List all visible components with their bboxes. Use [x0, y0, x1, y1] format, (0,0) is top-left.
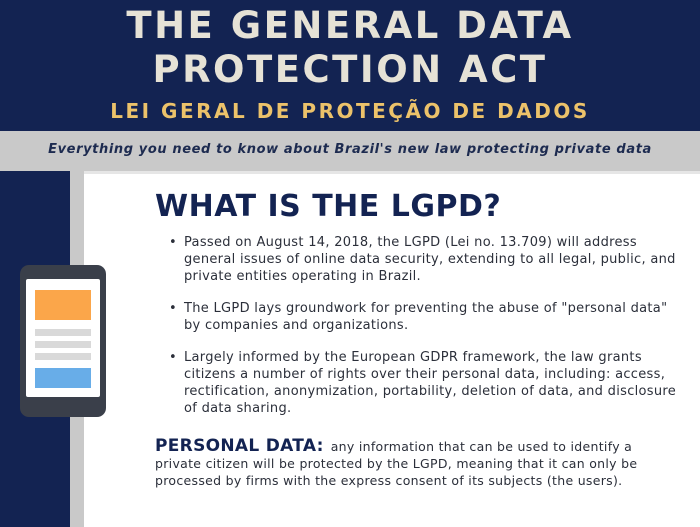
bullet-item: • Largely informed by the European GDPR framework, the law grants citizens a number of rights over their personal data, including: access, rectification, anonymization, portability, deletion of data, and disclosure of data sharing. — [169, 349, 679, 417]
bullet-list — [169, 234, 679, 417]
bullet-item: • The LGPD lays groundwork for preventing the abuse of "personal data" by companies and organizations. — [169, 300, 679, 334]
tagline: Everything you need to know about Brazil's new law protecting private data — [48, 142, 652, 157]
phone-screen-line — [35, 353, 91, 360]
smartphone-icon — [20, 265, 106, 417]
page-title-line-2: PROTECTION ACT — [152, 48, 548, 91]
phone-screen-blue-block — [35, 368, 91, 388]
phone-screen — [26, 279, 100, 397]
page-subtitle: LEI GERAL DE PROTEÇÃO DE DADOS — [110, 99, 590, 123]
phone-screen-line — [35, 329, 91, 336]
bullet-item: • Passed on August 14, 2018, the LGPD (Lei no. 13.709) will address general issues of online data security, extending to all legal, public, and private entities operating in Brazil. — [169, 234, 679, 285]
header-banner — [0, 0, 700, 131]
phone-screen-orange-block — [35, 290, 91, 320]
personal-data-term: PERSONAL DATA: — [155, 436, 324, 456]
content-top-border — [84, 171, 700, 174]
section-heading: WHAT IS THE LGPD? — [155, 189, 502, 224]
phone-screen-line — [35, 341, 91, 348]
personal-data-definition — [155, 438, 660, 489]
personal-data-text: any information that can be used to identify a private citizen will be protected by the LGPD, meaning that it can only be processed by firms with the express consent of its subjects (the users). — [155, 439, 638, 488]
page-title-line-1: THE GENERAL DATA — [126, 4, 574, 47]
